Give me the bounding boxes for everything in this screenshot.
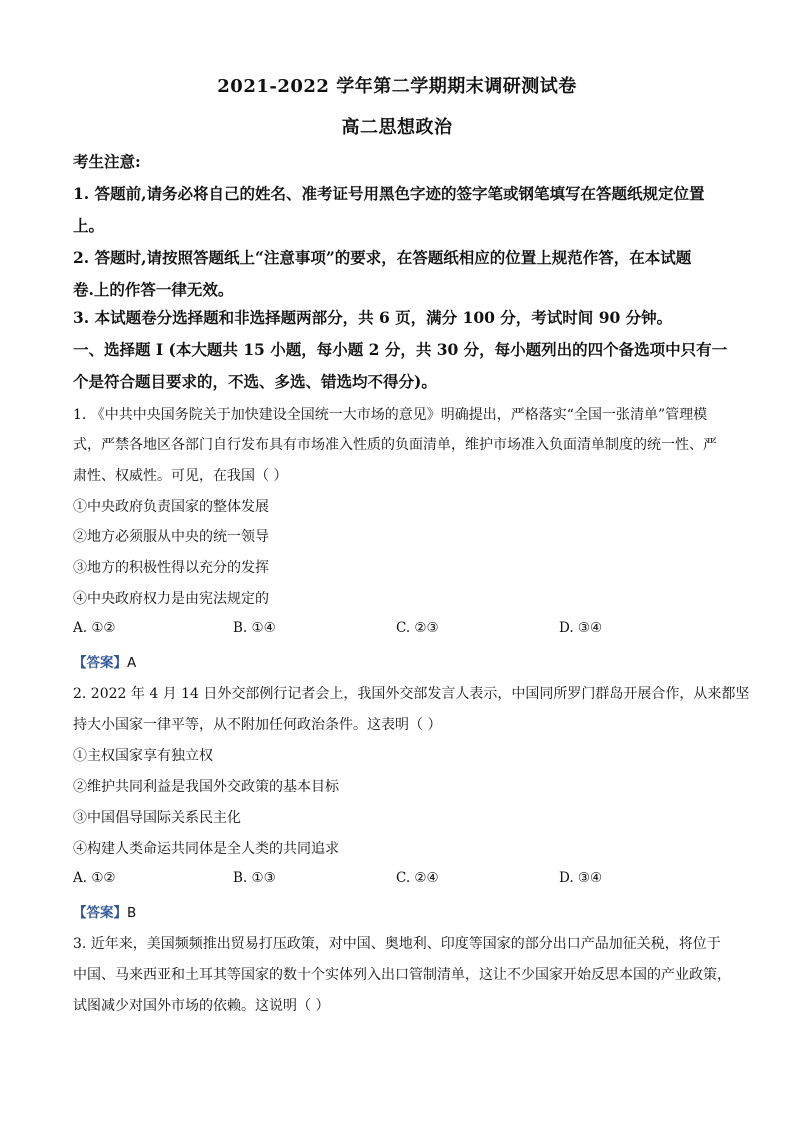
question-1-item: ④中央政府权力是由宪法规定的 — [73, 591, 269, 607]
option-c: C. ②④ — [396, 870, 439, 886]
question-2-answer — [73, 901, 136, 921]
notice-heading: 考生注意: — [73, 152, 141, 171]
question-2-stem: 2. 2022 年 4 月 14 日外交部例行记者会上，我国外交部发言人表示，中国同所罗门群岛开展合作，从来都坚 — [73, 686, 750, 702]
option-b: B. ①④ — [233, 620, 276, 636]
answer-value: B — [127, 905, 137, 921]
section-heading: 一、选择题 I (本大题共 15 小题，每小题 2 分，共 30 分，每小题列出的四个备选项中只有一 — [73, 340, 728, 359]
answer-value: A — [127, 655, 137, 671]
question-2-item: ④构建人类命运共同体是全人类的共同追求 — [73, 841, 339, 857]
question-1-stem: 1. 《中共中央国务院关于加快建设全国统一大市场的意见》明确提出，严格落实“全国一张清单”管理模 — [73, 407, 708, 423]
question-1-stem: 肃性、权威性。可见，在我国（ ） — [73, 468, 288, 484]
option-b: B. ①③ — [233, 870, 276, 886]
question-2-item: ③中国倡导国际关系民主化 — [73, 810, 241, 826]
question-1-item: ①中央政府负责国家的整体发展 — [73, 499, 269, 515]
question-1-item: ③地方的积极性得以充分的发挥 — [73, 560, 269, 576]
question-2-stem: 持大小国家一律平等，从不附加任何政治条件。这表明（ ） — [73, 717, 442, 733]
option-a: A. ①② — [73, 870, 116, 886]
question-1-stem: 式，严禁各地区各部门自行发布具有市场准入性质的负面清单，维护市场准入负面清单制度的统一性、严 — [73, 437, 717, 453]
notice-line: 2. 答题时,请按照答题纸上“注意事项”的要求，在答题纸相应的位置上规范作答，在本试题 — [73, 248, 692, 267]
section-heading: 个是符合题目要求的，不选、多选、错选均不得分)。 — [73, 372, 437, 391]
question-3-stem: 试图减少对国外市场的依赖。这说明（ ） — [73, 998, 330, 1014]
notice-line: 1. 答题前,请务必将自己的姓名、准考证号用黑色字迹的签字笔或钢笔填写在答题纸规定位置 — [73, 184, 705, 203]
option-d: D. ③④ — [559, 620, 603, 636]
exam-title: 2021-2022 学年第二学期期末调研测试卷 — [217, 76, 577, 97]
answer-label: 【答案】 — [73, 905, 127, 921]
question-1-answer — [73, 651, 136, 671]
notice-line: 3. 本试题卷分选择题和非选择题两部分，共 6 页，满分 100 分，考试时间 90 分钟。 — [73, 308, 673, 327]
question-1-item: ②地方必须服从中央的统一领导 — [73, 529, 269, 545]
option-d: D. ③④ — [559, 870, 603, 886]
answer-label: 【答案】 — [73, 655, 127, 671]
question-2-item: ①主权国家享有独立权 — [73, 748, 213, 764]
option-c: C. ②③ — [396, 620, 439, 636]
question-3-stem: 3. 近年来，美国频频推出贸易打压政策，对中国、奥地利、印度等国家的部分出口产品加征关税，将位于 — [73, 936, 721, 952]
question-3-stem: 中国、马来西亚和土耳其等国家的数十个实体列入出口管制清单，这让不少国家开始反思本国的产业政策， — [73, 967, 731, 983]
question-2-item: ②维护共同利益是我国外交政策的基本目标 — [73, 779, 339, 795]
option-a: A. ①② — [73, 620, 116, 636]
exam-subject: 高二思想政治 — [341, 117, 453, 138]
notice-line: 卷.上的作答一律无效。 — [73, 280, 234, 299]
notice-line: 上。 — [73, 216, 105, 235]
